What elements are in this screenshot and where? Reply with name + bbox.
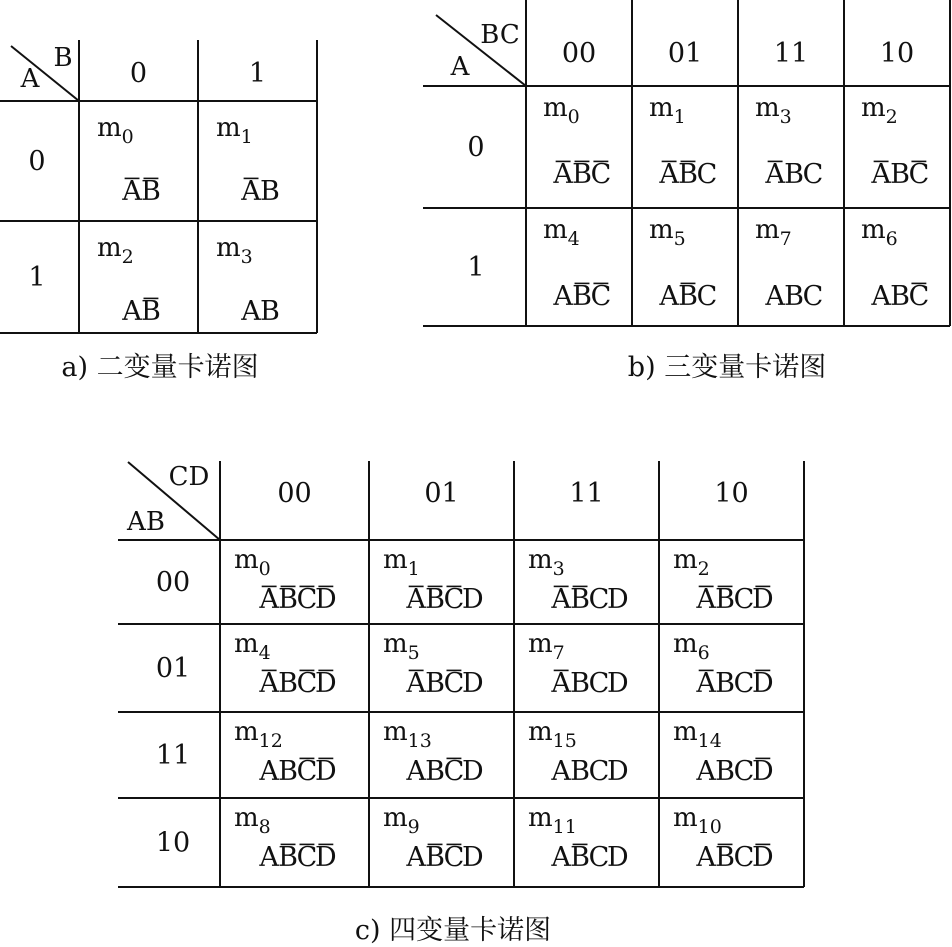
column-header: 00 xyxy=(561,38,597,69)
minterm-label: $m_1$ xyxy=(216,113,253,148)
term-variable: D xyxy=(462,756,484,787)
term-variable: C xyxy=(908,159,930,190)
term-variable: D xyxy=(315,756,337,787)
minterm-cell xyxy=(97,113,161,207)
minterm-cell xyxy=(216,113,280,207)
term-variable: A xyxy=(765,159,785,190)
minterm-label: $m_2$ xyxy=(861,93,898,128)
minterm-cell xyxy=(755,93,823,190)
term-variable: C xyxy=(733,842,755,873)
term-variable: D xyxy=(607,668,629,699)
column-header: 01 xyxy=(667,38,703,69)
column-header: 01 xyxy=(424,478,459,509)
term-variable: A xyxy=(696,842,716,873)
minterm-label: $m_{13}$ xyxy=(383,717,432,752)
row-variable-label: A xyxy=(20,64,40,94)
term-variable: A xyxy=(259,584,279,615)
map-caption: b) 三变量卡诺图 xyxy=(627,352,827,383)
minterm-cell xyxy=(528,803,629,873)
minterm-label: $m_1$ xyxy=(383,545,420,580)
minterm-cell xyxy=(528,629,629,699)
term-variable: C xyxy=(590,159,612,190)
term-variable: B xyxy=(425,842,445,873)
term-variable: A xyxy=(551,842,571,873)
minterm-label: $m_{10}$ xyxy=(673,803,722,838)
minterm-cell xyxy=(673,545,774,615)
minterm-cell xyxy=(528,717,629,787)
minterm-label: $m_4$ xyxy=(543,215,580,250)
term-variable: B xyxy=(784,159,804,190)
row-header: 10 xyxy=(155,827,191,859)
term-variable: A xyxy=(259,842,279,873)
term-variable: C xyxy=(588,668,610,699)
term-variable: D xyxy=(462,842,484,873)
term-variable: B xyxy=(570,668,590,699)
term-variable: A xyxy=(871,281,891,312)
term-variable: D xyxy=(607,756,629,787)
term-variable: B xyxy=(278,842,298,873)
term-variable: A xyxy=(553,159,573,190)
term-variable: C xyxy=(588,842,610,873)
column-header: 10 xyxy=(714,478,749,509)
term-variable: A xyxy=(406,584,426,615)
minterm-label: $m_1$ xyxy=(649,93,686,128)
term-variable: B xyxy=(141,176,161,207)
minterm-label: $m_0$ xyxy=(234,545,271,580)
row-header: 0 xyxy=(28,146,46,177)
term-variable: A xyxy=(241,296,261,327)
term-variable: C xyxy=(296,842,318,873)
term-variable: D xyxy=(607,584,629,615)
column-header: 11 xyxy=(569,478,604,509)
minterm-label: $m_8$ xyxy=(234,803,271,838)
minterm-cell xyxy=(649,215,717,312)
minterm-cell xyxy=(97,233,161,327)
minterm-label: $m_5$ xyxy=(383,629,420,664)
term-variable: B xyxy=(278,668,298,699)
row-header: 00 xyxy=(155,567,191,598)
row-header: 01 xyxy=(155,653,191,684)
term-variable: A xyxy=(406,756,426,787)
term-variable: D xyxy=(462,668,484,699)
column-header: 10 xyxy=(879,38,915,69)
minterm-label: $m_7$ xyxy=(755,215,792,250)
column-header: 11 xyxy=(773,38,809,69)
row-header: 1 xyxy=(467,252,485,283)
term-variable: C xyxy=(908,281,930,312)
term-variable: A xyxy=(696,668,716,699)
term-variable: A xyxy=(122,296,142,327)
minterm-label: $m_{12}$ xyxy=(234,717,283,752)
term-variable: A xyxy=(406,668,426,699)
term-variable: C xyxy=(443,842,465,873)
minterm-cell xyxy=(649,93,717,190)
term-variable: C xyxy=(443,584,465,615)
term-variable: A xyxy=(659,159,679,190)
term-variable: A xyxy=(765,281,785,312)
term-variable: B xyxy=(425,756,445,787)
term-variable: D xyxy=(462,584,484,615)
column-variable-label: CD xyxy=(168,462,210,492)
term-variable: A xyxy=(551,756,571,787)
term-variable: B xyxy=(570,584,590,615)
minterm-cell xyxy=(543,215,611,312)
term-variable: B xyxy=(278,584,298,615)
column-header: 0 xyxy=(129,58,148,89)
row-header: 11 xyxy=(155,740,191,771)
term-variable: C xyxy=(733,584,755,615)
minterm-cell xyxy=(216,233,280,327)
minterm-label: $m_6$ xyxy=(861,215,898,250)
term-variable: C xyxy=(696,159,718,190)
term-variable: C xyxy=(590,281,612,312)
minterm-cell xyxy=(234,545,337,615)
term-variable: C xyxy=(588,584,610,615)
term-variable: D xyxy=(607,842,629,873)
minterm-cell xyxy=(673,629,774,699)
minterm-cell xyxy=(234,803,337,873)
map-caption: c) 四变量卡诺图 xyxy=(354,915,552,946)
term-variable: B xyxy=(715,756,735,787)
column-variable-label: B xyxy=(53,43,73,73)
minterm-cell xyxy=(861,93,929,190)
term-variable: A xyxy=(551,584,571,615)
term-variable: A xyxy=(259,668,279,699)
minterm-label: $m_7$ xyxy=(528,629,565,664)
row-variable-label: AB xyxy=(127,507,165,537)
minterm-label: $m_{15}$ xyxy=(528,717,577,752)
minterm-cell xyxy=(383,629,484,699)
term-variable: B xyxy=(572,281,592,312)
term-variable: B xyxy=(890,159,910,190)
minterm-cell xyxy=(234,629,337,699)
term-variable: B xyxy=(715,584,735,615)
term-variable: C xyxy=(296,668,318,699)
term-variable: B xyxy=(570,756,590,787)
map-caption: a) 二变量卡诺图 xyxy=(61,352,259,383)
term-variable: C xyxy=(733,756,755,787)
term-variable: D xyxy=(752,842,774,873)
minterm-cell xyxy=(383,545,484,615)
term-variable: D xyxy=(315,842,337,873)
minterm-cell xyxy=(528,545,629,615)
minterm-label: $m_3$ xyxy=(216,233,253,268)
term-variable: B xyxy=(425,668,445,699)
term-variable: A xyxy=(259,756,279,787)
term-variable: B xyxy=(678,159,698,190)
term-variable: A xyxy=(696,584,716,615)
term-variable: A xyxy=(122,176,142,207)
term-variable: B xyxy=(715,842,735,873)
term-variable: A xyxy=(553,281,573,312)
term-variable: A xyxy=(871,159,891,190)
term-variable: B xyxy=(260,176,280,207)
term-variable: B xyxy=(715,668,735,699)
minterm-cell xyxy=(673,717,774,787)
minterm-label: $m_5$ xyxy=(649,215,686,250)
minterm-cell xyxy=(861,215,929,312)
minterm-label: $m_6$ xyxy=(673,629,710,664)
column-header: 00 xyxy=(277,478,312,509)
column-header: 1 xyxy=(248,58,267,89)
row-header: 1 xyxy=(28,262,46,293)
term-variable: C xyxy=(588,756,610,787)
term-variable: A xyxy=(696,756,716,787)
term-variable: C xyxy=(802,281,824,312)
term-variable: D xyxy=(752,584,774,615)
minterm-label: $m_9$ xyxy=(383,803,420,838)
term-variable: D xyxy=(752,756,774,787)
term-variable: C xyxy=(733,668,755,699)
term-variable: C xyxy=(443,756,465,787)
term-variable: A xyxy=(406,842,426,873)
minterm-label: $m_{11}$ xyxy=(528,803,577,838)
minterm-label: $m_2$ xyxy=(97,233,134,268)
term-variable: B xyxy=(141,296,161,327)
column-variable-label: BC xyxy=(480,20,520,50)
minterm-label: $m_4$ xyxy=(234,629,271,664)
term-variable: B xyxy=(570,842,590,873)
minterm-cell xyxy=(383,717,484,787)
minterm-cell xyxy=(673,803,774,873)
term-variable: B xyxy=(278,756,298,787)
term-variable: B xyxy=(678,281,698,312)
minterm-label: $m_0$ xyxy=(543,93,580,128)
term-variable: D xyxy=(315,668,337,699)
minterm-label: $m_2$ xyxy=(673,545,710,580)
term-variable: C xyxy=(296,584,318,615)
term-variable: C xyxy=(696,281,718,312)
minterm-label: $m_3$ xyxy=(528,545,565,580)
term-variable: C xyxy=(296,756,318,787)
row-variable-label: A xyxy=(450,52,470,82)
minterm-cell xyxy=(234,717,337,787)
minterm-label: $m_{14}$ xyxy=(673,717,722,752)
term-variable: D xyxy=(315,584,337,615)
term-variable: C xyxy=(802,159,824,190)
map-c-labels xyxy=(126,462,774,946)
term-variable: B xyxy=(572,159,592,190)
minterm-cell xyxy=(383,803,484,873)
term-variable: D xyxy=(752,668,774,699)
minterm-label: $m_3$ xyxy=(755,93,792,128)
term-variable: B xyxy=(425,584,445,615)
term-variable: B xyxy=(890,281,910,312)
map-b-labels xyxy=(450,20,930,383)
minterm-cell xyxy=(755,215,823,312)
term-variable: A xyxy=(551,668,571,699)
minterm-cell xyxy=(543,93,611,190)
minterm-label: $m_0$ xyxy=(97,113,134,148)
term-variable: A xyxy=(241,176,261,207)
row-header: 0 xyxy=(467,132,485,163)
term-variable: C xyxy=(443,668,465,699)
term-variable: B xyxy=(784,281,804,312)
term-variable: B xyxy=(260,296,280,327)
term-variable: A xyxy=(659,281,679,312)
